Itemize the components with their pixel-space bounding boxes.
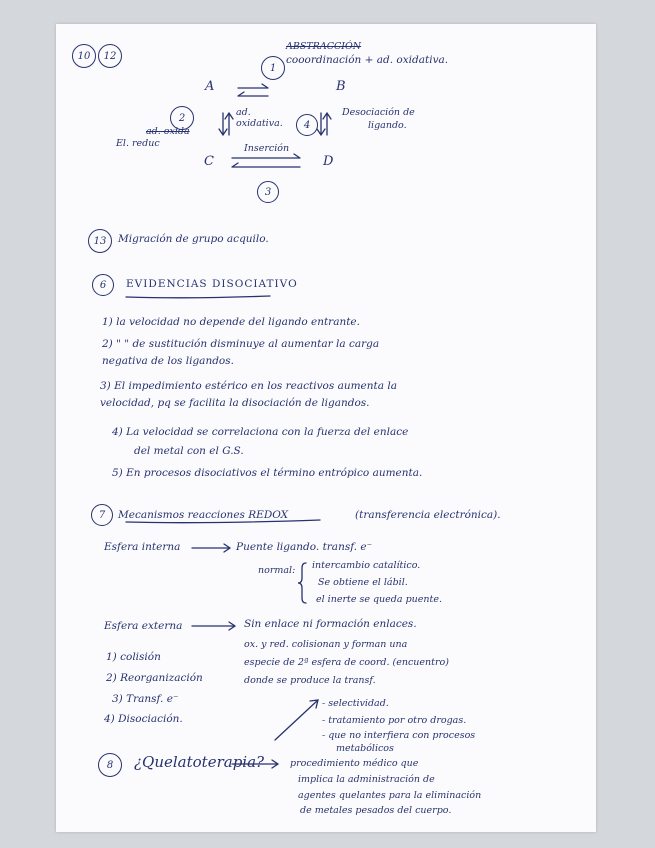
evidence-line-6: 4) La velocidad se correlaciona con la fuerza del enlace — [112, 426, 409, 438]
ref-10-circle — [72, 44, 96, 68]
step4-label-line1: Desociación de — [342, 107, 415, 118]
section8-title: ¿Quelatoterapia? — [134, 753, 265, 771]
species-b: B — [336, 79, 346, 94]
section8-line-1: procedimiento médico que — [290, 758, 419, 769]
inner-bullet-1: intercambio catalítico. — [312, 560, 421, 571]
evidence-line-4: 3) El impedimiento estérico en los reactivos aumenta la — [100, 380, 397, 392]
trait-3: - que no interfiera con procesos — [322, 730, 476, 741]
step3-circle — [257, 181, 279, 203]
step1-circle — [261, 56, 285, 80]
outer-line-1: Sin enlace ni formación enlaces. — [244, 618, 417, 630]
evidence-line-5: velocidad, pq se facilita la disociación de ligandos. — [100, 397, 370, 409]
ref-12-circle — [98, 44, 122, 68]
section7-number: 7 — [98, 509, 106, 521]
step4-number: 4 — [303, 119, 311, 131]
step2-number: 2 — [178, 112, 186, 124]
species-c: C — [204, 154, 214, 169]
outer-line-4: donde se produce la transf. — [244, 675, 376, 686]
step1-crossed-word: ABSTRACCIÓN — [286, 41, 362, 52]
section8-number: 8 — [106, 759, 114, 771]
evidence-line-1: 1) la velocidad no depende del ligando entrante. — [102, 316, 360, 328]
redox-step-1: 1) colisión — [106, 651, 161, 663]
section6-title: EVIDENCIAS DISOCIATIVO — [126, 278, 298, 290]
section8-line-4: de metales pesados del cuerpo. — [300, 805, 452, 816]
ref-10-label: 10 — [77, 50, 91, 62]
redox-step-3: 3) Transf. e⁻ — [112, 693, 179, 705]
left-label: El. reduc — [116, 138, 160, 149]
trait-1: - selectividad. — [322, 698, 389, 709]
inner-bullet-3: el inerte se queda puente. — [316, 594, 442, 605]
inner-sphere-label: Esfera interna — [104, 541, 181, 553]
trait-2: - tratamiento por otro drogas. — [322, 715, 467, 726]
evidence-line-8: 5) En procesos disociativos el término entrópico aumenta. — [112, 467, 423, 479]
evidence-line-2: 2) " " de sustitución disminuye al aumentar la carga — [102, 338, 380, 350]
step1-number: 1 — [269, 62, 277, 74]
section7-circle — [91, 504, 113, 526]
item13-text: Migración de grupo acquilo. — [118, 233, 269, 245]
section8-line-3: agentes quelantes para la eliminación — [298, 790, 482, 801]
redox-step-2: 2) Reorganización — [106, 672, 203, 684]
trait-4: metabólicos — [336, 743, 394, 754]
step2-label-line2: oxidativa. — [236, 118, 283, 129]
outer-sphere-label: Esfera externa — [104, 620, 183, 632]
species-d: D — [323, 154, 334, 169]
species-a: A — [205, 79, 215, 94]
ref-12-label: 12 — [103, 50, 117, 62]
evidence-line-3: negativa de los ligandos. — [102, 355, 234, 367]
section7-subtitle: (transferencia electrónica). — [355, 509, 501, 521]
section6-circle — [92, 274, 114, 296]
step3-number: 3 — [264, 186, 272, 198]
insertion-label: Inserción — [244, 143, 290, 154]
step2-label-line1: ad. — [236, 107, 251, 118]
section8-line-2: implica la administración de — [298, 774, 435, 785]
inner-normal-label: normal: — [258, 565, 296, 576]
item13-circle — [88, 229, 112, 253]
section8-circle — [98, 753, 122, 777]
step4-label-line2: ligando. — [368, 120, 407, 131]
step4-circle — [296, 114, 318, 136]
step1-label: cooordinación + ad. oxidativa. — [286, 54, 449, 66]
evidence-line-7: del metal con el G.S. — [134, 445, 244, 457]
outer-line-3: especie de 2ª esfera de coord. (encuentro) — [244, 657, 449, 668]
outer-line-2: ox. y red. colisionan y forman una — [244, 639, 408, 650]
left-crossed-word: ad. oxida — [146, 126, 190, 137]
section6-number: 6 — [99, 279, 107, 291]
inner-bullet-2: Se obtiene el lábil. — [318, 577, 408, 588]
redox-step-4: 4) Disociación. — [104, 713, 183, 725]
section7-title: Mecanismos reacciones REDOX — [118, 509, 289, 521]
inner-sphere-desc: Puente ligando. transf. e⁻ — [236, 541, 373, 553]
item13-number: 13 — [93, 235, 107, 247]
